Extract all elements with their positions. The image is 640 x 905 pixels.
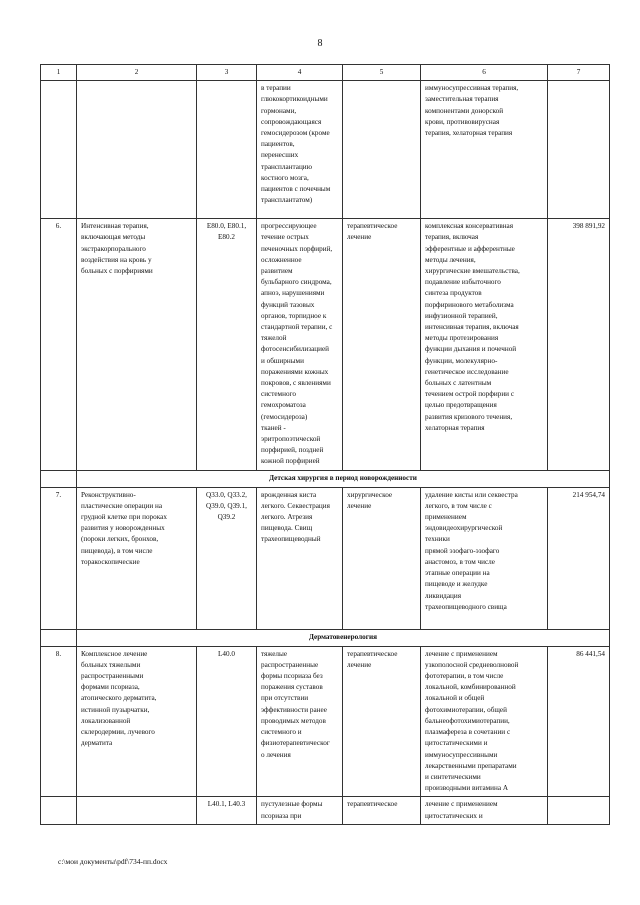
text-line: порфиринового метаболизма [425, 300, 514, 309]
text-line: эндовидеохирургической [425, 524, 503, 533]
text-line: пациентов, [261, 140, 295, 149]
text-line: проводимых методов [261, 716, 326, 725]
text-line: Q39.0, Q39.1, [206, 501, 247, 510]
table-row-6 [41, 219, 610, 470]
text-line: воздействия на кровь у [81, 255, 152, 264]
text-line: терапия, включая [425, 233, 479, 242]
text-line: лечение с применением [425, 800, 498, 809]
text-line: крови, противовирусная [425, 117, 500, 126]
text-line: подавление избыточного [425, 278, 501, 287]
text-line: целью предотвращения [425, 401, 497, 410]
treatment-type-cell [343, 646, 421, 797]
text-line: больных с порфириями [81, 267, 153, 276]
table-row-8-sub [41, 797, 610, 824]
text-line: эффективности ранее [261, 705, 327, 714]
icd-codes-cell [197, 646, 257, 797]
text-line: легкого. Секвестрация [261, 501, 330, 510]
text-line: порфирией, поздней [261, 446, 324, 455]
column-number: 7 [548, 65, 610, 81]
text-line: ликвидация [425, 591, 462, 600]
text-line: перенесших [261, 151, 299, 160]
text-line: пищевода), в том числе [81, 546, 153, 555]
column-number-row [41, 65, 610, 81]
text-line: и обширными [261, 356, 304, 365]
text-line: лечение [347, 660, 372, 669]
text-line: покровов, с явлениями [261, 379, 331, 388]
text-line: эритропоэтической [261, 435, 321, 444]
text-line: легкого. Атрезия [261, 513, 313, 522]
text-line: бальнеофотохимиотерапии, [425, 716, 510, 725]
treatment-method-cell [421, 646, 548, 797]
text-line: дерматита [81, 739, 113, 748]
text-line: Q33.0, Q33.2, [206, 490, 247, 499]
row-number: 7. [41, 487, 77, 629]
text-line: хелаторная терапия [425, 423, 485, 432]
text-line: течение острых [261, 233, 309, 242]
text-line: системного и [261, 728, 302, 737]
text-line: тяжелой [261, 334, 287, 343]
text-line: экстракорпорального [81, 244, 146, 253]
text-line: применением [425, 513, 467, 522]
text-line: органов, торпидное к [261, 311, 327, 320]
text-line: Комплексное лечение [81, 649, 148, 658]
text-line: гемосидерозом (кроме [261, 129, 330, 138]
text-line: трахеопищеводного свища [425, 602, 507, 611]
text-line: осложненное [261, 255, 302, 264]
text-line: (пороки легких, бронхов, [81, 535, 159, 544]
icd-codes-cell [197, 797, 257, 824]
text-line: производными витамина А [425, 784, 509, 793]
procedure-name-cell [77, 487, 197, 629]
text-line: гемохроматоза [261, 401, 306, 410]
text-line: псориаза при [261, 811, 302, 820]
text-line: формами псориаза, [81, 683, 140, 692]
text-line: цитостатических и [425, 811, 483, 820]
text-line: терапия, хелаторная терапия [425, 129, 513, 138]
text-line: прямой эзофаго-эзофаго [425, 546, 500, 555]
text-line: лечение [347, 501, 372, 510]
text-line: трансплантацию [261, 162, 313, 171]
treatment-method-cell [421, 487, 548, 629]
text-line: цитостатическими и [425, 739, 488, 748]
row-number: 6. [41, 219, 77, 470]
text-line: пищевода. Свищ [261, 524, 313, 533]
text-line: фототерапии, в том числе [425, 672, 504, 681]
text-line: прогрессирующее [261, 222, 317, 231]
text-line: гормонами, [261, 106, 297, 115]
text-line: терапевтическое [347, 800, 398, 809]
column-number: 2 [77, 65, 197, 81]
text-line: тканей - [261, 423, 286, 432]
text-line: в терапии [261, 84, 291, 93]
text-line: лекарственными препаратами [425, 761, 517, 770]
text-line: стандартной терапии, с [261, 323, 333, 332]
text-line: локальной, комбинированной [425, 683, 516, 692]
column-number: 4 [257, 65, 343, 81]
text-line: интенсивная терапия, включая [425, 323, 519, 332]
column-number: 3 [197, 65, 257, 81]
page-number: 8 [317, 38, 323, 49]
text-line: хирургические вмешательства, [425, 267, 520, 276]
text-line: локальной и общей [425, 694, 485, 703]
text-line: врожденная киста [261, 490, 317, 499]
patient-model-cell [257, 81, 343, 219]
section-title: Дерматовенерология [77, 629, 610, 646]
text-line: больных тяжелыми [81, 660, 141, 669]
section-title: Детская хирургия в период новорожденности [77, 470, 610, 487]
text-line: при отсутствии [261, 694, 309, 703]
text-line: синтеза продуктов [425, 289, 482, 298]
text-line: печеночных порфирий, [261, 244, 333, 253]
text-line: компонентами донорской [425, 106, 504, 115]
icd-codes-cell [197, 487, 257, 629]
text-line: пластические операции на [81, 501, 163, 510]
icd-codes-cell [197, 219, 257, 470]
text-line: сопровождающаяся [261, 117, 322, 126]
text-line: E80.2 [218, 233, 235, 242]
text-line: формы псориаза без [261, 672, 323, 681]
text-line: лечение [347, 233, 372, 242]
text-line: анастомоз, в том числе [425, 557, 495, 566]
text-line: (гемосидероза) [261, 412, 308, 421]
text-line: функции, молекулярно- [425, 356, 498, 365]
text-line: пищеводе и желудке [425, 580, 488, 589]
text-line: грудной клетке при пороках [81, 513, 167, 522]
text-line: легкого, в том числе с [425, 501, 492, 510]
text-line: фотохимиотерапии, общей [425, 705, 507, 714]
text-line: развития кризового течения, [425, 412, 513, 421]
text-line: этапные операции на [425, 569, 490, 578]
text-line: удаление кисты или секвестра [425, 490, 518, 499]
text-line: пустулезные формы [261, 800, 323, 809]
procedures-table [40, 64, 610, 825]
text-line: генетическое исследование [425, 367, 509, 376]
text-line: течением острой порфирии с [425, 390, 515, 399]
text-line: распространенные [261, 660, 319, 669]
text-line: лечение с применением [425, 649, 498, 658]
text-line: Q39.2 [217, 513, 236, 522]
column-number: 6 [421, 65, 548, 81]
text-line: атопического дерматита, [81, 694, 157, 703]
text-line: L40.1, L40.3 [207, 800, 246, 809]
text-line: апноэ, нарушениями [261, 289, 325, 298]
text-line: узкополосной средневолновой [425, 660, 519, 669]
text-line: терапевтическое [347, 649, 398, 658]
treatment-method-cell [421, 797, 548, 824]
text-line: костного мозга, [261, 173, 309, 182]
text-line: локализованной [81, 716, 131, 725]
column-number: 5 [343, 65, 421, 81]
column-number: 1 [41, 65, 77, 81]
text-line: и синтетическими [425, 772, 481, 781]
text-line: истинной пузырчатки, [81, 705, 150, 714]
section-row [41, 470, 610, 487]
text-line: бульбарного синдрома, [261, 278, 332, 287]
text-line: иммуносупрессивная терапия, [425, 84, 519, 93]
text-line: заместительная терапия [425, 95, 499, 104]
text-line: системного [261, 390, 296, 399]
text-line: тяжелые [261, 649, 288, 658]
text-line: функций тазовых [261, 300, 315, 309]
treatment-type-cell [343, 487, 421, 629]
text-line: техники [425, 535, 450, 544]
text-line: пациентов с почечным [261, 185, 331, 194]
text-line: склеродермии, лучевого [81, 728, 155, 737]
text-line: развития у новорожденных [81, 524, 165, 533]
text-line: фотосенсибилизацией [261, 345, 330, 354]
cost-cell: 86 441,54 [548, 646, 610, 797]
text-line: кожной порфирией [261, 457, 320, 466]
text-line: торакоскопические [81, 557, 140, 566]
text-line: физиотерапевтическог [261, 739, 330, 748]
text-line: глюкокортикоидными [261, 95, 328, 104]
patient-model-cell [257, 487, 343, 629]
table-row-8 [41, 646, 610, 797]
treatment-type-cell [343, 797, 421, 824]
text-line: Реконструктивно- [81, 490, 136, 499]
text-line: хирургическое [347, 490, 393, 499]
text-line: L40.0 [218, 649, 235, 658]
text-line: инфузионной терапией, [425, 311, 498, 320]
treatment-type-cell [343, 219, 421, 470]
table-row-continued [41, 81, 610, 219]
text-line: методы лечения, [425, 255, 476, 264]
patient-model-cell [257, 219, 343, 470]
text-line: иммуносупрессивными [425, 750, 498, 759]
treatment-method-cell [421, 81, 548, 219]
cost-cell: 398 891,92 [548, 219, 610, 470]
procedure-name-cell [77, 219, 197, 470]
procedure-name-cell [77, 646, 197, 797]
text-line: Интенсивная терапия, [81, 222, 149, 231]
text-line: функции дыхания и почечной [425, 345, 517, 354]
text-line: больных с латентным [425, 379, 492, 388]
text-line: включающая методы [81, 233, 146, 242]
text-line: E80.0, E80.1, [206, 222, 247, 231]
text-line: эфферентные и афферентные [425, 244, 515, 253]
text-line: развитием [261, 267, 293, 276]
text-line: трансплантатом) [261, 196, 313, 205]
text-line: поражения суставов [261, 683, 323, 692]
treatment-method-cell [421, 219, 548, 470]
text-line: комплексная консервативная [425, 222, 514, 231]
text-line: трахеопищеводный [261, 535, 321, 544]
text-line: методы протезирования [425, 334, 499, 343]
cost-cell: 214 954,74 [548, 487, 610, 629]
text-line: о лечения [261, 750, 291, 759]
text-line: поражениями кожных [261, 367, 329, 376]
row-number: 8. [41, 646, 77, 797]
patient-model-cell [257, 797, 343, 824]
table-row-7 [41, 487, 610, 629]
patient-model-cell [257, 646, 343, 797]
text-line: плазмафереза в сочетании с [425, 728, 511, 737]
section-row [41, 629, 610, 646]
text-line: терапевтическое [347, 222, 398, 231]
text-line: распространенными [81, 672, 144, 681]
file-path-footer: c:\мои документы\pdf\734-пп.docx [58, 857, 168, 866]
